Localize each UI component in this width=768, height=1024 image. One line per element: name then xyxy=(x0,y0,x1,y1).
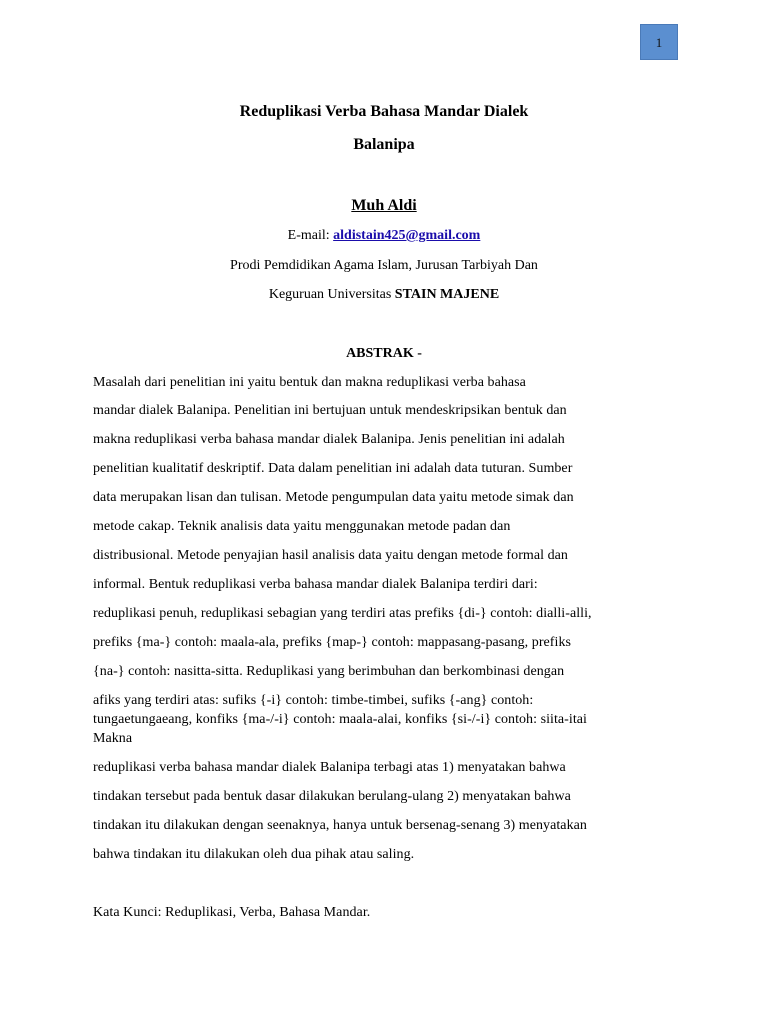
abstract-line: distribusional. Metode penyajian hasil analisis data yaitu dengan metode formal dan xyxy=(93,548,568,563)
abstract-line: tindakan tersebut pada bentuk dasar dilakukan berulang-ulang 2) menyatakan bahwa xyxy=(93,789,571,804)
abstract-line: Masalah dari penelitian ini yaitu bentuk dan makna reduplikasi verba bahasa xyxy=(93,375,526,390)
abstract-line: tindakan itu dilakukan dengan seenaknya, hanya untuk bersenag-senang 3) menyatakan xyxy=(93,818,587,833)
affiliation-line-2 xyxy=(0,287,768,303)
abstract-line: afiks yang terdiri atas: sufiks {-i} contoh: timbe-timbei, sufiks {-ang} contoh: xyxy=(93,693,534,708)
abstract-line: mandar dialek Balanipa. Penelitian ini bertujuan untuk mendeskripsikan bentuk dan xyxy=(93,403,567,418)
abstract-line: prefiks {ma-} contoh: maala-ala, prefiks {map-} contoh: mappasang-pasang, prefiks xyxy=(93,635,571,650)
affiliation-line-1: Prodi Pemdidikan Agama Islam, Jurusan Tarbiyah Dan xyxy=(230,258,538,273)
abstract-line: reduplikasi verba bahasa mandar dialek Balanipa terbagi atas 1) menyatakan bahwa xyxy=(93,760,566,775)
abstract-line: Makna xyxy=(93,731,133,746)
abstract-line: {na-} contoh: nasitta-sitta. Reduplikasi yang berimbuhan dan berkombinasi dengan xyxy=(93,664,565,679)
author-name: Muh Aldi xyxy=(351,197,417,214)
abstract-line: data merupakan lisan dan tulisan. Metode pengumpulan data yaitu metode simak dan xyxy=(93,490,574,505)
affiliation-prefix: Keguruan Universitas xyxy=(268,287,395,302)
abstract-line: penelitian kualitatif deskriptif. Data dalam penelitian ini adalah data tuturan. Sumber xyxy=(93,461,573,476)
abstract-line: informal. Bentuk reduplikasi verba bahasa mandar dialek Balanipa terdiri dari: xyxy=(93,577,538,592)
title-line-1: Reduplikasi Verba Bahasa Mandar Dialek xyxy=(239,103,529,120)
abstract-line: tungaetungaeang, konfiks {ma-/-i} contoh: maala-alai, konfiks {si-/-i} contoh: siita-itai xyxy=(93,712,587,727)
email-link[interactable]: aldistain425@gmail.com xyxy=(333,228,481,243)
abstract-line: reduplikasi penuh, reduplikasi sebagian yang terdiri atas prefiks {di-} contoh: dialli-alli, xyxy=(93,606,592,621)
institution-name: STAIN MAJENE xyxy=(394,287,500,302)
abstract-line: bahwa tindakan itu dilakukan oleh dua pihak atau saling. xyxy=(93,847,415,862)
abstract-line: metode cakap. Teknik analisis data yaitu menggunakan metode padan dan xyxy=(93,519,511,534)
abstract-line: makna reduplikasi verba bahasa mandar dialek Balanipa. Jenis penelitian ini adalah xyxy=(93,432,565,447)
title-line-2: Balanipa xyxy=(353,136,415,153)
email-line xyxy=(0,228,768,244)
email-label: E-mail: xyxy=(287,228,334,243)
page-number-box xyxy=(640,24,678,60)
abstract-heading: ABSTRAK - xyxy=(346,346,422,361)
keywords: Kata Kunci: Reduplikasi, Verba, Bahasa Mandar. xyxy=(93,905,371,920)
page-number: 1 xyxy=(655,34,663,50)
